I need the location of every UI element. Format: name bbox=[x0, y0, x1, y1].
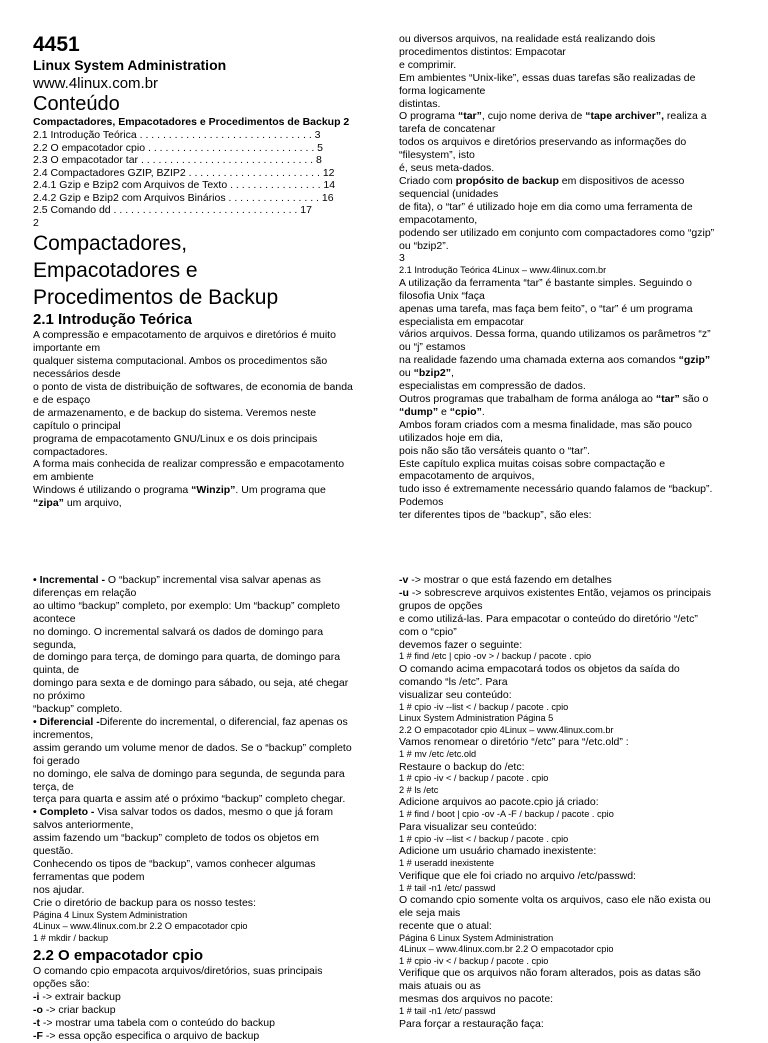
code-line: 4Linux – www.4linux.com.br 2.2 O empacotador cpio bbox=[399, 944, 614, 955]
text-line: mais atuais ou as bbox=[399, 980, 481, 993]
text-span: Diferente do incremental, o diferencial, faz apenas os bbox=[99, 715, 348, 728]
text-line: capítulo o principal bbox=[33, 419, 121, 432]
text-line: ferramentas que podem bbox=[33, 870, 145, 883]
text-line: no próximo bbox=[33, 690, 85, 703]
text-line: Adicione um usuário chamado inexistente: bbox=[399, 845, 597, 858]
text-line: empacotamento, bbox=[399, 213, 478, 226]
code-line: 1 # useradd inexistente bbox=[399, 858, 495, 869]
text-line: e de espaço bbox=[33, 393, 91, 406]
text-line: em ambiente bbox=[33, 471, 94, 484]
text-line: com o “cpio” bbox=[399, 625, 457, 638]
bold-term: “zipa” bbox=[33, 497, 64, 510]
text-line: apenas uma tarefa, mas faça bem feito”, o “tar” é um programa bbox=[399, 302, 693, 315]
chapter-title-line: Procedimentos de Backup bbox=[33, 286, 279, 310]
option-flag: -i bbox=[33, 990, 40, 1003]
text-line: Este capítulo explica muitas coisas sobre compactação e bbox=[399, 457, 666, 470]
text-line bbox=[399, 367, 744, 380]
text-line: “filesystem”, isto bbox=[399, 149, 475, 162]
text-line: assim fazendo um “backup” completo de todos os objetos em bbox=[33, 832, 319, 845]
text-span: O “backup” incremental visa salvar apenas as bbox=[107, 574, 321, 586]
code-line: 2 # ls /etc bbox=[399, 784, 439, 795]
option-line bbox=[33, 1017, 373, 1030]
option-line bbox=[399, 574, 744, 587]
toc-item[interactable]: 2.3 O empacotador tar . . . . . . . . . . . . . . . . . . . . . . . . . . . . . . 8 bbox=[33, 154, 322, 166]
code-line: 1 # mv /etc /etc.old bbox=[399, 749, 477, 760]
left-bottom-column bbox=[33, 574, 373, 1042]
text-line: visualizar seu conteúdo: bbox=[399, 688, 512, 701]
text-line: terça para quarta e assim até o próximo “backup” completo chegar. bbox=[33, 793, 346, 806]
text-line: “backup” completo. bbox=[33, 703, 123, 716]
toc-item[interactable]: 2.4.2 Gzip e Bzip2 com Arquivos Binários . . . . . . . . . . . . . . . . 16 bbox=[33, 191, 334, 204]
text-line: Vamos renomear o diretório “/etc” para “/etc.old” : bbox=[399, 736, 629, 749]
text-line: o ponto de vista de distribuição de softwares, de economia de banda bbox=[33, 381, 353, 394]
option-flag: -F bbox=[33, 1029, 43, 1042]
text-span: realiza a bbox=[664, 110, 707, 123]
text-line: no domingo, ele salva de domingo para segunda, de segunda para bbox=[33, 767, 345, 780]
option-desc: -> mostrar o que está fazendo em detalhes bbox=[408, 574, 612, 586]
text-line: Adicione arquivos ao pacote.cpio já criado: bbox=[399, 796, 599, 809]
bold-term: “cpio” bbox=[449, 405, 482, 418]
text-span: em dispositivos de acesso bbox=[558, 174, 685, 187]
text-line: importante em bbox=[33, 342, 101, 355]
intro-paragraph bbox=[33, 329, 373, 510]
text-line: grupos de opções bbox=[399, 599, 483, 612]
text-line: de domingo para terça, de domingo para quarta, de domingo para bbox=[33, 651, 341, 664]
text-line: Conhecendo os tipos de “backup”, vamos conhecer algumas bbox=[33, 857, 316, 870]
text-line: é, seus meta-dados. bbox=[399, 162, 495, 175]
text-line: procedimentos distintos: Empacotar bbox=[399, 45, 566, 58]
text-line: vários arquivos. Dessa forma, quando utilizamos os parâmetros “z” bbox=[399, 328, 711, 341]
text-line: programa de empacotamento GNU/Linux e os dois principais bbox=[33, 432, 318, 445]
text-line: opções são: bbox=[33, 977, 90, 990]
text-line: sequencial (unidades bbox=[399, 187, 499, 200]
text-line: necessários desde bbox=[33, 368, 121, 381]
bold-term: “Winzip” bbox=[191, 484, 236, 497]
code-line: 2.2 O empacotador cpio 4Linux – www.4linux.com.br bbox=[399, 724, 614, 735]
text-line: foi gerado bbox=[33, 754, 80, 767]
text-line: especialista em empacotar bbox=[399, 315, 524, 328]
bold-term: “tar” bbox=[655, 392, 680, 405]
bold-term: “tape archiver”, bbox=[585, 110, 664, 123]
option-desc: -> criar backup bbox=[42, 1003, 116, 1016]
page-header: 4Linux – www.4linux.com.br 2.2 O empacotador cpio bbox=[33, 921, 248, 932]
text-line bbox=[33, 484, 373, 497]
toc-section-title: Compactadores, Empacotadores e Procedimentos de Backup 2 bbox=[33, 116, 350, 128]
contents-heading: Conteúdo bbox=[33, 93, 120, 115]
course-title: Linux System Administration bbox=[33, 57, 227, 73]
text-line: empacotamento de arquivos, bbox=[399, 470, 535, 483]
option-desc: -> extrair backup bbox=[39, 990, 121, 1003]
bold-term: “tar” bbox=[457, 110, 482, 123]
text-line: tarefa de concatenar bbox=[399, 123, 496, 136]
bold-term: “bzip2” bbox=[413, 367, 451, 380]
text-line: no domingo. O incremental salvará os dados de domingo para bbox=[33, 625, 324, 638]
section-title-2-2: 2.2 O empacotador cpio bbox=[33, 947, 204, 965]
text-line: A utilização da ferramenta “tar” é bastante simples. Seguindo o bbox=[399, 276, 692, 289]
text-line: O comando acima empacotará todos os objetos da saída do bbox=[399, 662, 680, 675]
toc-item[interactable]: 2.4 Compactadores GZIP, BZIP2 . . . . . . . . . . . . . . . . . . . . . . . 12 bbox=[33, 166, 335, 179]
text-span: Windows é utilizando o programa bbox=[33, 484, 192, 497]
text-span: Outros programas que trabalham de forma análoga ao bbox=[399, 392, 656, 405]
course-code: 4451 bbox=[33, 33, 80, 56]
bold-term: “dump” bbox=[399, 405, 439, 418]
code-line: 1 # find / boot | cpio -ov -A -F / backup / pacote . cpio bbox=[399, 809, 614, 820]
bullet-label-diferencial: • Diferencial - bbox=[33, 715, 100, 728]
chapter-title-line: Empacotadores e bbox=[33, 259, 198, 283]
chapter-title-line: Compactadores, bbox=[33, 232, 188, 256]
option-desc: -> mostrar uma tabela com o conteúdo do backup bbox=[40, 1016, 275, 1029]
text-span: , bbox=[450, 367, 454, 380]
text-line: tudo isso é extremamente necessário quando falamos de “backup”. bbox=[399, 483, 713, 496]
toc-item[interactable]: 2.5 Comando dd . . . . . . . . . . . . . . . . . . . . . . . . . . . . . . . . 17 bbox=[33, 204, 312, 216]
bold-term: “gzip” bbox=[678, 354, 711, 367]
option-flag: -u bbox=[399, 586, 409, 599]
chapter-title bbox=[33, 231, 373, 310]
text-line bbox=[33, 806, 373, 819]
code-line: 1 # mkdir / backup bbox=[33, 932, 109, 943]
option-flag: -t bbox=[33, 1016, 40, 1029]
text-line: incrementos, bbox=[33, 728, 94, 741]
text-line bbox=[33, 716, 373, 729]
text-span: . bbox=[481, 405, 485, 418]
right-top-column bbox=[399, 33, 744, 522]
text-line: pois não são tão versáteis quanto o “tar”. bbox=[399, 444, 590, 457]
option-line bbox=[399, 587, 744, 600]
code-line: Linux System Administration Página 5 bbox=[399, 713, 554, 724]
bullet-label-incremental: • Incremental - bbox=[33, 574, 108, 586]
text-line: mesmas dos arquivos no pacote: bbox=[399, 993, 554, 1006]
text-line: utilizados hoje em dia, bbox=[399, 431, 503, 444]
option-line bbox=[33, 991, 373, 1004]
text-line: Restaure o backup do /etc: bbox=[399, 760, 525, 773]
text-line: ou diversos arquivos, na realidade está realizando dois bbox=[399, 33, 656, 45]
text-line bbox=[399, 110, 744, 123]
text-span: Visa salvar todos os dados, mesmo o que já foram bbox=[97, 806, 333, 819]
text-line: diferenças em relação bbox=[33, 586, 137, 599]
text-line bbox=[399, 354, 744, 367]
option-flag: -o bbox=[33, 1003, 43, 1016]
text-line: distintas. bbox=[399, 97, 441, 110]
section-title-2-1: 2.1 Introdução Teórica bbox=[33, 311, 192, 329]
option-line bbox=[33, 1030, 373, 1043]
option-line bbox=[33, 1004, 373, 1017]
text-span: um arquivo, bbox=[63, 497, 122, 510]
text-line: Verifique que ele foi criado no arquivo /etc/passwd: bbox=[399, 869, 636, 882]
text-line: e comprimir. bbox=[399, 58, 457, 71]
right-bottom-column bbox=[399, 574, 744, 1030]
text-line: forma logicamente bbox=[399, 84, 486, 97]
text-line: terça, de bbox=[33, 780, 74, 793]
table-of-contents bbox=[33, 129, 373, 217]
text-line bbox=[399, 393, 744, 406]
website: www.4linux.com.br bbox=[33, 75, 159, 92]
text-line: Ambos foram criados com a mesma finalidade, mas são pouco bbox=[399, 418, 692, 431]
text-line: qualquer sistema computacional. Ambos os procedimentos são bbox=[33, 355, 328, 368]
option-desc: -> essa opção especifica o arquivo de backup bbox=[42, 1029, 260, 1042]
code-line: 1 # cpio -iv < / backup / pacote . cpio bbox=[399, 773, 549, 784]
code-line: 1 # tail -n1 /etc/ passwd bbox=[399, 882, 496, 893]
text-line: Para forçar a restauração faça: bbox=[399, 1017, 544, 1030]
text-line: ou “j” estamos bbox=[399, 341, 466, 354]
text-span: e bbox=[438, 405, 450, 418]
text-line: filosofia Unix “faça bbox=[399, 289, 485, 302]
text-line: recente que o atual: bbox=[399, 919, 492, 932]
text-line bbox=[399, 406, 744, 419]
text-line: A forma mais conhecida de realizar compressão e empacotamento bbox=[33, 458, 345, 471]
text-line: A compressão e empacotamento de arquivos e diretórios é muito bbox=[33, 329, 336, 342]
code-line: 1 # cpio -iv --list < / backup / pacote . cpio bbox=[399, 701, 569, 712]
text-line bbox=[33, 497, 373, 510]
code-line: 1 # cpio -iv --list < / backup / pacote . cpio bbox=[399, 833, 569, 844]
text-line bbox=[33, 574, 373, 587]
text-line: Verifique que os arquivos não foram alterados, pois as datas são bbox=[399, 967, 701, 980]
option-flag: -v bbox=[399, 574, 409, 586]
page-footer: Página 4 Linux System Administration bbox=[33, 909, 188, 920]
toc-item[interactable]: 2.1 Introdução Teórica . . . . . . . . . . . . . . . . . . . . . . . . . . . . . . 3 bbox=[33, 129, 321, 141]
code-line: 1 # cpio -iv < / backup / pacote . cpio bbox=[399, 955, 549, 966]
text-span: , cujo nome deriva de bbox=[481, 110, 586, 123]
bold-term: propósito de backup bbox=[455, 174, 559, 187]
text-line: e como utilizá-las. Para empacotar o conteúdo do diretório “/etc” bbox=[399, 612, 698, 625]
text-span: na realidade fazendo uma chamada externa aos comandos bbox=[399, 354, 679, 367]
toc-item[interactable]: 2.4.1 Gzip e Bzip2 com Arquivos de Texto . . . . . . . . . . . . . . . . 14 bbox=[33, 179, 336, 191]
text-span: . Um programa que bbox=[235, 484, 326, 497]
text-line: segunda, bbox=[33, 638, 77, 651]
text-span: Criado com bbox=[399, 174, 456, 187]
text-line: ou “bzip2”. bbox=[399, 239, 449, 252]
text-line: questão. bbox=[33, 845, 74, 858]
text-line: Podemos bbox=[399, 496, 444, 509]
text-line: Para visualizar seu conteúdo: bbox=[399, 820, 537, 833]
text-line: O comando cpio somente volta os arquivos, caso ele não exista ou bbox=[399, 894, 711, 907]
text-line: Crie o diretório de backup para os nosso testes: bbox=[33, 896, 256, 909]
text-span: ou bbox=[399, 367, 414, 380]
page-number: 2 bbox=[33, 216, 39, 229]
text-line: ele seja mais bbox=[399, 907, 461, 919]
text-span: O programa bbox=[399, 110, 458, 123]
text-line: de armazenamento, e de backup do sistema. Veremos neste bbox=[33, 406, 317, 419]
text-line: salvos anteriormente, bbox=[33, 819, 134, 832]
text-line: especialistas em compressão de dados. bbox=[399, 380, 586, 393]
text-line: podendo ser utilizado em conjunto com compactadores como “gzip” bbox=[399, 226, 715, 239]
text-line: compactadores. bbox=[33, 445, 108, 458]
text-line: devemos fazer o seguinte: bbox=[399, 638, 523, 651]
text-line: quinta, de bbox=[33, 664, 80, 677]
text-line: de fita), o “tar” é utilizado hoje em dia como uma ferramenta de bbox=[399, 200, 693, 213]
page-number: 3 bbox=[399, 252, 405, 265]
text-line: O comando cpio empacota arquivos/diretórios, suas principais bbox=[33, 965, 323, 978]
code-line: 1 # tail -n1 /etc/ passwd bbox=[399, 1006, 496, 1017]
code-line: 1 # find /etc | cpio -ov > / backup / pacote . cpio bbox=[399, 651, 592, 662]
page-header: 2.1 Introdução Teórica 4Linux – www.4linux.com.br bbox=[399, 265, 607, 276]
text-span: são o bbox=[679, 392, 709, 405]
text-line: domingo para sexta e de domingo para sábado, ou seja, até chegar bbox=[33, 677, 349, 690]
text-line: todos os arquivos e diretórios preservando as informações do bbox=[399, 136, 687, 149]
text-line bbox=[399, 175, 744, 188]
text-line: comando “ls /etc”. Para bbox=[399, 675, 508, 688]
toc-item[interactable]: 2.2 O empacotador cpio . . . . . . . . . . . . . . . . . . . . . . . . . . . . . 5 bbox=[33, 141, 324, 154]
text-line: assim gerando um volume menor de dados. Se o “backup” completo bbox=[33, 741, 352, 754]
text-line: ao ultimo “backup” completo, por exemplo: Um “backup” completo bbox=[33, 599, 340, 612]
code-line: Página 6 Linux System Administration bbox=[399, 932, 554, 943]
text-line: ter diferentes tipos de “backup”, são eles: bbox=[399, 509, 592, 522]
left-top-column bbox=[33, 33, 373, 513]
text-line: nos ajudar. bbox=[33, 883, 85, 896]
option-desc: -> sobrescreve arquivos existentes Então, vejamos os principais bbox=[408, 586, 711, 599]
text-line: Em ambientes “Unix-like”, essas duas tarefas são realizadas de bbox=[399, 71, 696, 84]
text-line: acontece bbox=[33, 612, 76, 625]
bullet-label-completo: • Completo - bbox=[33, 806, 98, 819]
